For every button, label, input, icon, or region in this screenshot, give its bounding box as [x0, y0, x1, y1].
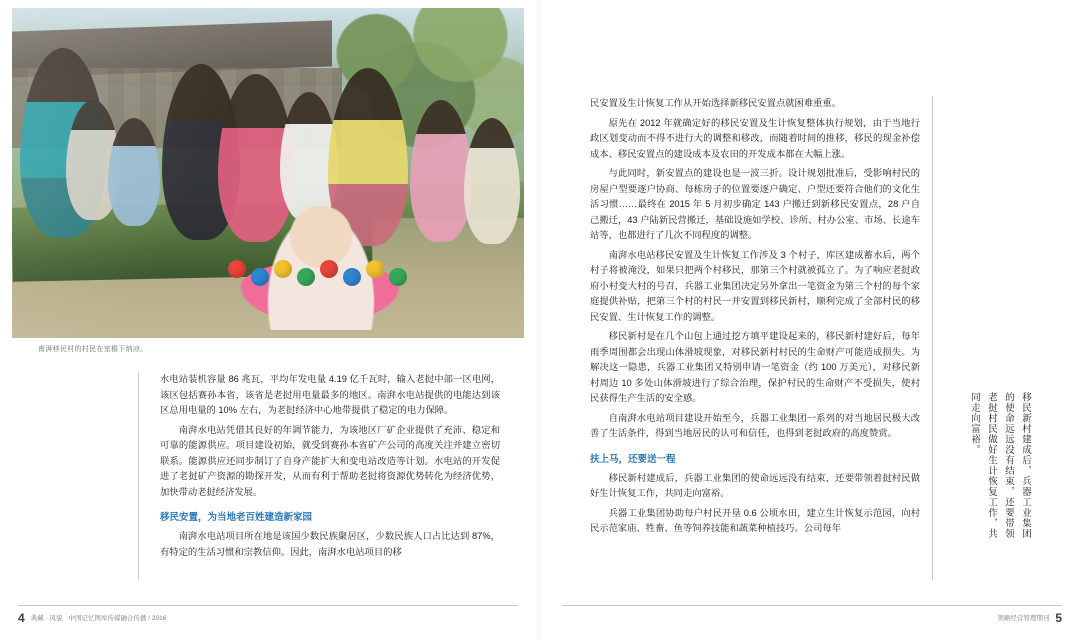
paragraph: 移民新村建成后，兵器工业集团的使命远远没有结束，还要带领着挝村民做好生计恢复工作，共同走向富裕。 [590, 472, 920, 498]
pull-quote: 移民新村建成后，兵器工业集团的使命远远没有结束，还要带领老挝村民做好生计恢复工作，共同走向富裕。 [969, 392, 1031, 539]
paragraph: 与此同时，新安置点的建设也是一波三折。设计规划批准后，受影响村民的房屋户型要逐户协商、每栋房子的位置要逐户确定、户型还要符合他们的文化生活习惯……最终在 2015 年 5 月初步确定 143 户搬迁到新移民安置点，28 户自己搬迁，43 户陆新民营搬迁，基础设施如学校、诊所、村办公室、市场、长途车站等，也都进行了几次不同程度的调整。 [590, 168, 920, 240]
right-column-rule [932, 96, 933, 580]
footer-issue-info: 中国记忆图库传媒融合传播 / 2016 [68, 615, 167, 622]
section-subhead: 移民安置，为当地老百姓建造新家园 [160, 512, 313, 523]
paragraph: 自南湃水电站项目建设开始至今，兵器工业集团一系列的对当地居民极大改善了生活条件，得到当地居民的认可和信任，也得到老挝政府的高度赞赏。 [590, 412, 920, 438]
footer-publication-info: 领略经营管理期刊 [997, 615, 1050, 622]
section-subhead: 扶上马，还要送一程 [590, 453, 676, 465]
footer-divider-right [562, 605, 1062, 606]
footer-left [18, 612, 166, 624]
paragraph: 民安置及生计恢复工作从开始选择新移民安置点就困难重重。 [590, 98, 842, 108]
photo-caption: 南湃移民村的村民在室檐下纳凉。 [38, 346, 148, 353]
footer-right [997, 612, 1062, 624]
photo-toy-ball [251, 268, 269, 286]
paragraph: 南湃水电站移民安置及生计恢复工作涉及 3 个村子，库区建成蓄水后，两个村子将被淹没，如果只把两个村移民，那第三个村就被孤立了。为了响应老挝政府小村变大村的号召，兵器工业集团决定另外拿出一笔资金为第三个村的每个家庭提供补贴，把第三个村的村民一并安置到移民新村，顺利完成了全部村民的移民安置、生计恢复工作的调整。 [590, 249, 920, 322]
page-number-left: 4 [18, 611, 25, 625]
paragraph: 南湃水电站凭借其良好的年调节能力，为该地区厂矿企业提供了充沛、稳定和可靠的能源供应。项目建设初始，就受到赛孙本省矿产公司的高度关注并建立密切联系。能源供应还同步制订了自身产能扩大和变电站改造等计划。水电站的开发促进了老挝矿产资源的勘探开发，从而有利于帮助老挝将资源优势转化为经济优势，加快带动老挝经济发展。 [160, 424, 500, 497]
footer-section-label: 典藏 · 风貌 [30, 615, 63, 622]
right-text-column [590, 96, 920, 541]
photo-toy-ball [366, 260, 384, 278]
page-right [540, 0, 1080, 640]
photo-toy-ball [297, 268, 315, 286]
photo-village-people [12, 8, 524, 338]
paragraph: 兵器工业集团协助每户村民开垦 0.6 公顷水田，建立生计恢复示范园，向村民示范家庙、牲畜、鱼等饲养技能和蔬菜种植技巧。公司每年 [590, 507, 920, 533]
photo-toy-ball [389, 268, 407, 286]
photo-toy-ball [320, 260, 338, 278]
paragraph: 原先在 2012 年就确定好的移民安置及生计恢复整体执行规划，由于当地行政区划变动而不得不进行大的调整和移改，而随着时间的推移，移民的现金补偿成本、移民安置点的建设成本及农田的开发成本都在大幅上涨。 [590, 117, 920, 159]
photo-toy-balls [228, 258, 418, 292]
photo-toy-ball [343, 268, 361, 286]
left-column-rule [138, 372, 139, 580]
photo-toy-ball [228, 260, 246, 278]
paragraph: 南湃水电站项目所在地是该国少数民族聚居区，少数民族人口占比达到 87%，有特定的生活习惯和宗教信仰。因此，南湃水电站项目的移 [160, 531, 500, 557]
photo-toy-ball [274, 260, 292, 278]
page-number-right: 5 [1055, 611, 1062, 625]
footer-divider-left [18, 605, 518, 606]
paragraph: 水电站装机容量 86 兆瓦，平均年发电量 4.19 亿千瓦时，输入老挝中部一区电网，该区包括赛孙本省，该省是老挝用电量最多的地区。南湃水电站提供的电能达到该区总用电量的 10% 左右，为老挝经济中心地带提供了稳定的电力保障。 [160, 374, 500, 415]
spread-gutter [539, 0, 541, 640]
photo-image [12, 8, 524, 338]
paragraph: 移民新村是在几个山包上通过挖方填平建设起来的，移民新村建好后，每年雨季周围都会出现山体滑坡现象，对移民新村村民的生命财产可能造成损失。为解决这一隐患，兵器工业集团又特别申请一笔资金（约 100 万美元），对移民新村周边 10 多处山体滑坡进行了综合治理，保护村民的生命财产不受损失，使村民获得生产生活的安全感。 [590, 331, 920, 403]
left-text-column [160, 372, 500, 564]
